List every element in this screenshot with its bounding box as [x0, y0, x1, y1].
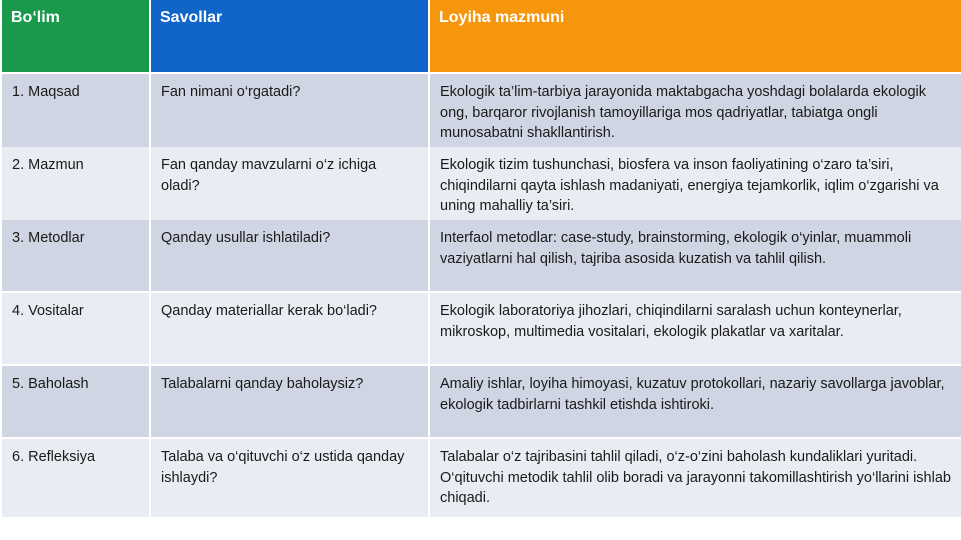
cell-mazmun: Ekologik ta’lim-tarbiya jarayonida maktabgacha yoshdagi bolalarda ekologik ong, barqaror rivojlanish tamoyillariga mos qadriyatlar, tabiatga ongli munosabatni shakllantirish. — [430, 74, 961, 152]
cell-savol: Talabalarni qanday baholaysiz? — [151, 366, 428, 437]
header-loyiha-mazmuni: Loyiha mazmuni — [430, 0, 961, 72]
cell-mazmun: Talabalar o‘z tajribasini tahlil qiladi, o‘z-o‘zini baholash kundaliklari yuritadi. O‘qituvchi metodik tahlil olib boradi va jarayonni takomillashtirish yo‘llarini ishlab chiqadi. — [430, 439, 961, 517]
table-row — [2, 147, 957, 218]
cell-mazmun: Interfaol metodlar: case-study, brainstorming, ekologik o‘yinlar, muammoli vaziyatlarni hal qilish, tajriba asosida kuzatish va tahlil qilish. — [430, 220, 961, 291]
cell-bolim: 5. Baholash — [2, 366, 149, 437]
cell-bolim: 6. Refleksiya — [2, 439, 149, 517]
table-header — [2, 0, 957, 72]
table-row — [2, 439, 957, 510]
table-row — [2, 293, 957, 364]
cell-mazmun: Ekologik laboratoriya jihozlari, chiqindilarni saralash uchun konteynerlar, mikroskop, multimedia vositalari, ekologik plakatlar va xaritalar. — [430, 293, 961, 364]
cell-savol: Qanday usullar ishlatiladi? — [151, 220, 428, 291]
cell-mazmun: Amaliy ishlar, loyiha himoyasi, kuzatuv protokollari, nazariy savollarga javoblar, ekologik tadbirlarni tashkil etishda ishtiroki. — [430, 366, 961, 437]
table-row — [2, 74, 957, 145]
cell-savol: Qanday materiallar kerak bo‘ladi? — [151, 293, 428, 364]
header-bolim: Bo‘lim — [2, 0, 149, 72]
table-row — [2, 220, 957, 291]
cell-savol: Fan nimani o‘rgatadi? — [151, 74, 428, 152]
cell-mazmun: Ekologik tizim tushunchasi, biosfera va inson faoliyatining o‘zaro ta’siri, chiqindilarni qayta ishlash madaniyati, energiya tejamkorlik, iqlim o‘zgarishi va uning mahalliy ta’siri. — [430, 147, 961, 225]
cell-savol: Talaba va o‘qituvchi o‘z ustida qanday ishlaydi? — [151, 439, 428, 517]
cell-bolim: 4. Vositalar — [2, 293, 149, 364]
header-savollar: Savollar — [151, 0, 428, 72]
cell-bolim: 1. Maqsad — [2, 74, 149, 152]
cell-bolim: 2. Mazmun — [2, 147, 149, 225]
cell-bolim: 3. Metodlar — [2, 220, 149, 291]
table-row — [2, 366, 957, 437]
project-table — [2, 0, 957, 512]
cell-savol: Fan qanday mavzularni o‘z ichiga oladi? — [151, 147, 428, 225]
